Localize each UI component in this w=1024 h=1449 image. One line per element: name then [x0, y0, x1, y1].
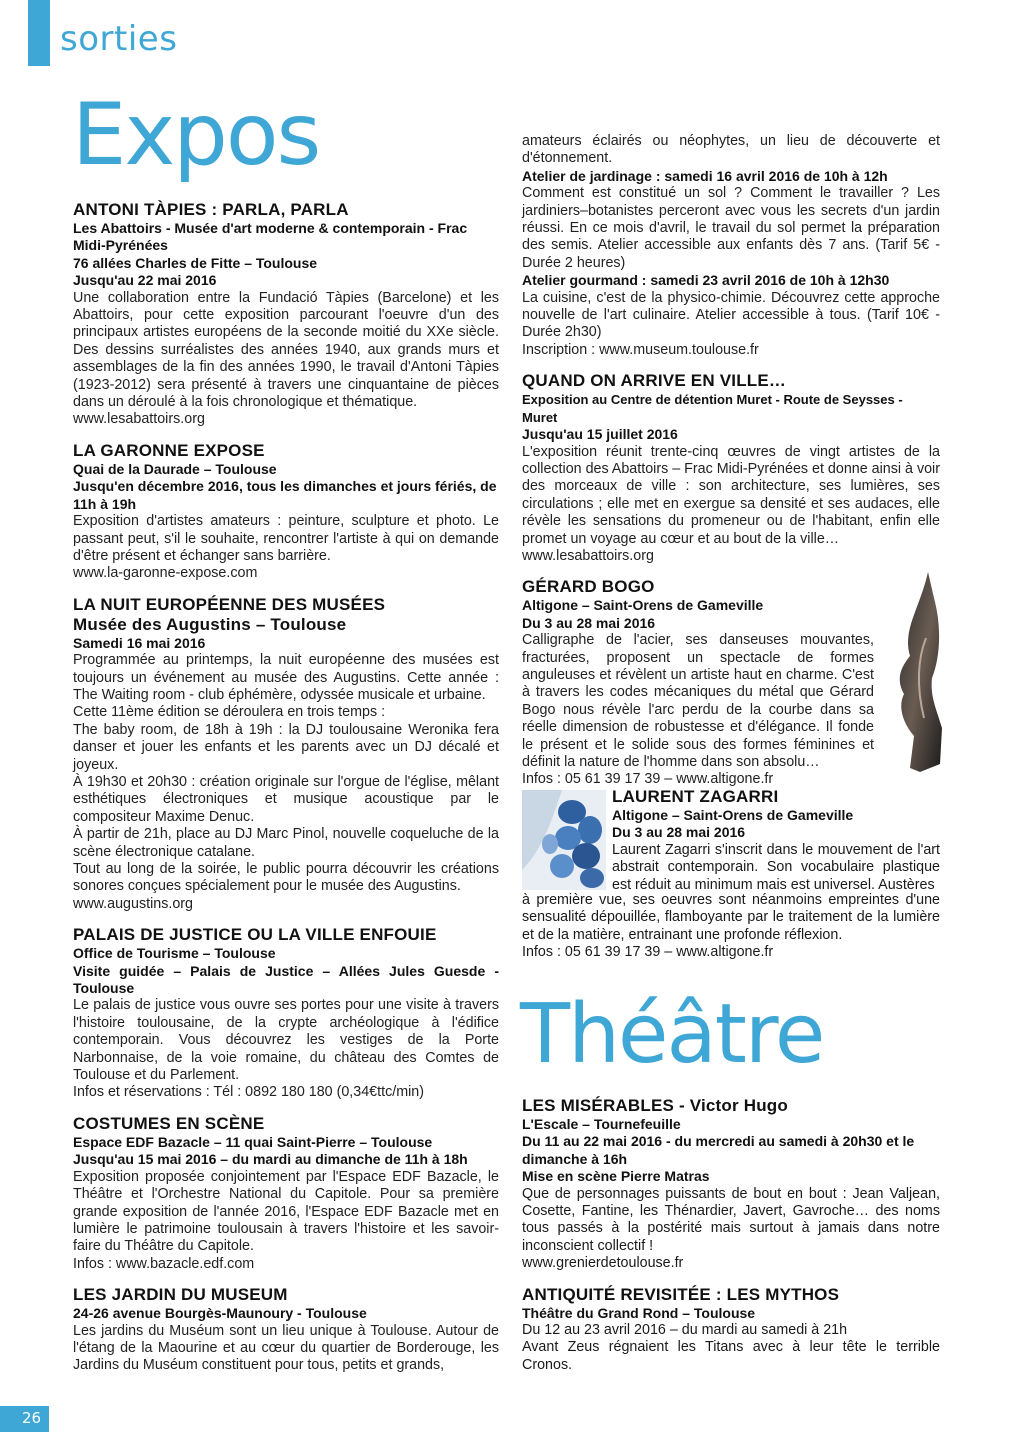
article-paragraph: The baby room, de 18h à 19h : la DJ toulousaine Weronika fera danser et jouer les enfants et les parents avec un DJ décalé et joyeux. — [73, 721, 499, 773]
article-dates: Samedi 16 mai 2016 — [73, 634, 206, 651]
article-body: Les jardins du Muséum sont un lieu unique à Toulouse. Autour de l'étang de la Maourine et au cœur du quartier de Borderouge, les Jardins du Muséum constituent pour tous, petits et grands, — [73, 1322, 499, 1374]
article-dates: Du 11 au 22 mai 2016 - du mercredi au samedi à 20h30 et le dimanche à 16h — [522, 1133, 915, 1167]
article-body: Laurent Zagarri s'inscrit dans le mouvement de l'art abstrait contemporain. Son vocabulaire plastique est réduit au minimum mais est universel. Austères — [612, 841, 940, 893]
article-zagarri-rest — [522, 892, 940, 962]
article-body: à première vue, ses oeuvres sont néanmoins empreintes d'une sensualité dépouillée, flamboyante par le traitement de la lumière et de la matière, entrainant une profonde réflexion. — [522, 892, 940, 943]
article-title: LA GARONNE EXPOSE — [73, 440, 265, 460]
article-quand-on-arrive — [522, 371, 940, 565]
article-body: amateurs éclairés ou néophytes, un lieu de découverte et d'étonnement. — [522, 133, 940, 167]
right-column — [522, 133, 940, 801]
article-dates: Jusqu'au 15 mai 2016 – du mardi au dimanche de 11h à 18h — [73, 1151, 468, 1168]
article-director: Mise en scène Pierre Matras — [522, 1168, 710, 1185]
article-venue: L'Escale – Tournefeuille — [522, 1116, 681, 1132]
expos-heading: Expos — [72, 85, 320, 185]
article-title: LES MISÉRABLES - Victor Hugo — [522, 1096, 788, 1115]
theatre-column — [522, 1096, 940, 1386]
article-venue: Quai de la Daurade – Toulouse — [73, 460, 277, 477]
page-number: 26 — [22, 1409, 42, 1427]
article-body: Une collaboration entre la Fundació Tàpies (Barcelone) et les Abattoirs, pour cette exposition parcourant l'oeuvre d'un des principaux artistes européens de la seconde moitié du XXe siècle. Des dessins surréalistes des années 1940, aux grands murs et assemblages de la fin des années 1990, le travail d'Antoni Tàpies (1923-2012) sera présenté à travers une cinquantaine de pièces dans un déroulé à la fois chronologique et thématique. — [73, 289, 499, 411]
article-gerard-bogo — [522, 577, 874, 788]
article-body: Le palais de justice vous ouvre ses portes pour une visite à travers l'histoire toulousaine, de la crypte archéologique à l'édifice contemporain. Vous découvrez les vestiges de la Porte Narbonnaise, de la voie romaine, du château des Comtes de Toulouse et du Parlement. — [73, 997, 499, 1084]
theatre-heading: Théâtre — [520, 987, 824, 1082]
article-body: Avant Zeus régnaient les Titans avec à leur tête le terrible Cronos. — [522, 1339, 940, 1373]
article-link[interactable]: www.augustins.org — [73, 895, 193, 912]
section-tab-marker — [28, 0, 50, 66]
article-dates: Jusqu'au 22 mai 2016 — [73, 272, 217, 289]
article-title: PALAIS DE JUSTICE OU LA VILLE ENFOUIE — [73, 925, 437, 945]
article-title: LA NUIT EUROPÉENNE DES MUSÉES — [73, 594, 386, 614]
article-title: GÉRARD BOGO — [522, 577, 655, 597]
article-body: Calligraphe de l'acier, ses danseuses mouvantes, fracturées, proposent un spectacle de formes anguleuses et révèlent un artiste haut en charme. C'est à travers les codes mécaniques du métal que Gérard Bogo nous révèle l'arc perdu de la courbe dans sa réelle dimension de robustesse et d'élégance. Il fonde le présent et le solide sous des formes féminines et définit la nature de l'homme dans son absolu… — [522, 632, 874, 770]
article-venue: Altigone – Saint-Orens de Gameville — [522, 597, 764, 614]
article-dates: Jusqu'au 15 juillet 2016 — [522, 426, 678, 443]
article-link[interactable]: www.lesabattoirs.org — [522, 547, 654, 564]
article-visit: Visite guidée – Palais de Justice – Allées Jules Guesde - Toulouse — [73, 962, 499, 997]
zagarri-artwork-image — [522, 790, 606, 890]
article-jardin-museum — [73, 1285, 499, 1375]
article-title: COSTUMES EN SCÈNE — [73, 1113, 265, 1133]
article-venue: Altigone – Saint-Orens de Gameville — [612, 807, 854, 823]
article-venue: Office de Tourisme – Toulouse — [73, 945, 276, 962]
article-palais-justice — [73, 925, 499, 1102]
article-link[interactable]: Infos : www.bazacle.edf.com — [73, 1255, 255, 1272]
article-body: Exposition proposée conjointement par l'Espace EDF Bazacle, le Théâtre et l'Orchestre National du Capitole. Pour sa première grande exposition de l'année 2016, l'Espace EDF Bazacle met en lumière le patrimoine toulousain à travers l'histoire et les savoir-faire du Théâtre du Capitole. — [73, 1168, 499, 1255]
article-paragraph: Tout au long de la soirée, le public pourra découvrir les créations sonores conçues spécialement pour le musée des Augustins. — [73, 861, 499, 895]
article-venue: Exposition au Centre de détention Muret - Route de Seysses - Muret — [522, 392, 903, 425]
article-jardin-museum-continued — [522, 133, 940, 359]
sculpture-image — [880, 568, 946, 776]
article-body: Exposition d'artistes amateurs : peinture, sculpture et photo. Le passant peut, s'il le souhaite, rencontrer l'artiste à qui on demande d'être présent et échanger sans barrière. — [73, 513, 499, 564]
article-title: ANTIQUITÉ REVISITÉE : LES MYTHOS — [522, 1284, 840, 1304]
article-link[interactable]: www.grenierdetoulouse.fr — [522, 1255, 684, 1272]
article-costumes-scene — [73, 1114, 499, 1273]
article-title: LES JARDIN DU MUSEUM — [73, 1285, 288, 1305]
article-title: LAURENT ZAGARRI — [612, 787, 779, 806]
article-venue: Les Abattoirs - Musée d'art moderne & contemporain - Frac Midi-Pyrénées — [73, 220, 468, 254]
article-les-miserables — [522, 1096, 940, 1273]
article-body: L'exposition réunit trente-cinq œuvres de vingt artistes de la collection des Abattoirs – Frac Midi-Pyrénées et donne ainsi à voir des morceaux de ville : son architecture, ses lumières, ses circulations ; elle met en exergue sa densité et ses audaces, elle révèle les sensations du promeneur ou de l'habitant, enfin elle promet un voyage au cœur et au bout de la ville… — [522, 443, 940, 547]
atelier-body: La cuisine, c'est de la physico-chimie. Découvrez cette approche nouvelle de l'art culinaire. Atelier accessible à tous. (Tarif 10€ - Durée 2h30) — [522, 289, 940, 341]
article-paragraph: À 19h30 et 20h30 : création originale sur l'orgue de l'église, mêlant esthétiques électroniques et musique acoustique par le compositeur Maxime Denuc. — [73, 773, 499, 825]
article-subtitle: Musée des Augustins – Toulouse — [73, 614, 347, 634]
section-label: sorties — [60, 19, 178, 59]
article-tapies — [73, 200, 499, 429]
article-paragraph: Cette 11ème édition se déroulera en trois temps : — [73, 704, 386, 721]
article-address: 24-26 avenue Bourgès-Maunoury - Toulouse — [73, 1305, 367, 1322]
article-paragraph: Programmée au printemps, la nuit européenne des musées est toujours un événement au musée des Augustins. Cette année : The Waiting room - club éphémère, odyssée musicale et urbaine. — [73, 652, 499, 703]
article-mythos — [522, 1285, 940, 1375]
article-venue: Théâtre du Grand Rond – Toulouse — [522, 1304, 756, 1321]
article-link[interactable]: www.la-garonne-expose.com — [73, 565, 258, 582]
atelier-body: Comment est constitué un sol ? Comment le travailler ? Les jardiniers–botanistes perceront avec vous les secrets d'un jardin réussi. En ce mois d'avril, le travail du sol permet la préparation des semis. Atelier accessible aux enfants dès 7 ans. (Tarif 5€ - Durée 2 heures) — [522, 185, 940, 271]
article-venue: Espace EDF Bazacle – 11 quai Saint-Pierre – Toulouse — [73, 1133, 433, 1150]
article-dates: Du 3 au 28 mai 2016 — [522, 614, 656, 631]
article-zagarri-head — [612, 787, 940, 894]
left-column — [73, 200, 499, 1387]
article-title: QUAND ON ARRIVE EN VILLE… — [522, 371, 787, 391]
article-address: 76 allées Charles de Fitte – Toulouse — [73, 254, 318, 271]
article-body: Que de personnages puissants de bout en bout : Jean Valjean, Cosette, Fantine, les Thénardier, Javert, Gavroche… des noms tous passés à la postérité mais surtout à jamais dans notre inconscient collectif ! — [522, 1185, 940, 1254]
article-dates: Du 12 au 23 avril 2016 – du mardi au samedi à 21h — [522, 1322, 848, 1339]
article-title: ANTONI TÀPIES : PARLA, PARLA — [73, 200, 349, 219]
article-paragraph: À partir de 21h, place au DJ Marc Pinol, nouvelle coqueluche de la scène électronique catalane. — [73, 826, 499, 860]
article-info: Infos et réservations : Tél : 0892 180 180 (0,34€ttc/min) — [73, 1084, 424, 1101]
article-dates: Du 3 au 28 mai 2016 — [612, 824, 746, 841]
atelier-title: Atelier de jardinage : samedi 16 avril 2016 de 10h à 12h — [522, 167, 888, 184]
article-link: Infos : 05 61 39 17 39 – www.altigone.fr — [522, 771, 774, 788]
article-dates: Jusqu'en décembre 2016, tous les dimanches et jours fériés, de 11h à 19h — [73, 478, 497, 512]
article-link[interactable]: www.lesabattoirs.org — [73, 411, 205, 428]
article-link[interactable]: Inscription : www.museum.toulouse.fr — [522, 341, 759, 358]
article-nuit-musees — [73, 595, 499, 914]
atelier-title: Atelier gourmand : samedi 23 avril 2016 de 10h à 12h30 — [522, 272, 890, 289]
article-link: Infos : 05 61 39 17 39 – www.altigone.fr — [522, 944, 774, 961]
article-garonne-expose — [73, 441, 499, 583]
